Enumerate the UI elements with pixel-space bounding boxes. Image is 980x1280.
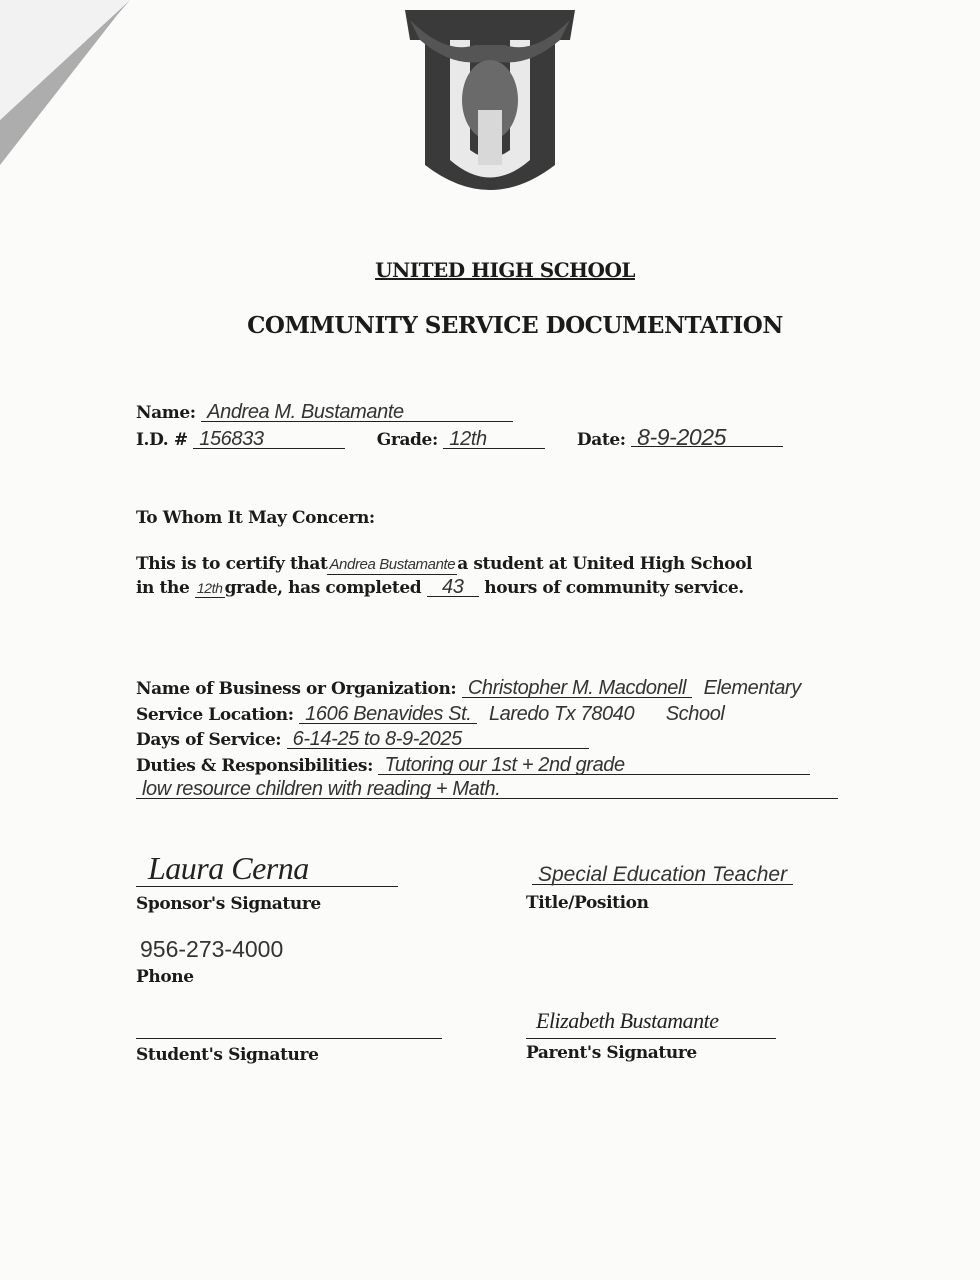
sponsor-signature-label: Sponsor's Signature: [136, 894, 321, 914]
hours-value: 43: [427, 578, 479, 597]
document-title: COMMUNITY SERVICE DOCUMENTATION: [247, 312, 783, 339]
sponsor-signature: Laura Cerna: [148, 850, 309, 886]
duties-label: Duties & Responsibilities:: [136, 756, 373, 776]
days-value: 6-14-25 to 8-9-2025: [287, 730, 589, 749]
id-row: [136, 424, 783, 450]
grade-value: 12th: [443, 430, 545, 449]
org-value-cont: Elementary: [703, 677, 801, 699]
student-signature-label: Student's Signature: [136, 1045, 319, 1065]
school-logo: [395, 0, 585, 205]
certify-text-5: hours of community service.: [484, 578, 744, 598]
sponsor-signature-line: [136, 886, 398, 887]
date-value: 8-9-2025: [631, 428, 783, 447]
parent-signature: Elizabeth Bustamante: [536, 1008, 719, 1033]
parent-signature-line: [526, 1038, 776, 1039]
phone-label: Phone: [136, 967, 194, 987]
title-value: Special Education Teacher: [532, 866, 793, 885]
certify-text-2: a student at United High School: [457, 554, 753, 574]
duties-value-1: Tutoring our 1st + 2nd grade: [378, 756, 810, 775]
location-value: 1606 Benavides St.: [299, 705, 477, 724]
id-label: I.D. #: [136, 430, 188, 450]
id-value: 156833: [193, 430, 345, 449]
location-value-cont: Laredo Tx 78040: [488, 703, 635, 725]
phone-value: 956-273-4000: [140, 936, 284, 962]
org-value: Christopher M. Macdonell: [462, 679, 692, 698]
org-row: [136, 679, 807, 699]
student-signature-line: [136, 1038, 442, 1039]
parent-signature-label: Parent's Signature: [526, 1043, 697, 1063]
duties-row: [136, 756, 810, 776]
name-value: Andrea M. Bustamante: [201, 403, 513, 422]
location-row: [136, 705, 730, 725]
duties-row-2: [136, 780, 838, 800]
certify-text-3: in the: [136, 578, 190, 598]
location-label: Service Location:: [136, 705, 294, 725]
certify-line-1: [136, 554, 752, 575]
certify-line-2: [136, 578, 744, 598]
date-label: Date:: [576, 430, 626, 450]
days-row: [136, 730, 589, 750]
grade-label: Grade:: [376, 430, 438, 450]
name-row: [136, 403, 513, 423]
folded-corner: [0, 0, 140, 170]
school-name: UNITED HIGH SCHOOL: [375, 258, 635, 282]
greeting: To Whom It May Concern:: [136, 508, 375, 528]
name-label: Name:: [136, 403, 196, 423]
certify-student-name: Andrea Bustamante: [329, 556, 456, 573]
org-label: Name of Business or Organization:: [136, 679, 457, 699]
org-value-cont-2: School: [665, 703, 725, 725]
certify-text-4: grade, has completed: [224, 578, 422, 598]
certify-text: This is to certify that: [136, 554, 328, 574]
title-label: Title/Position: [526, 893, 649, 913]
certify-grade: 12th: [196, 580, 223, 596]
days-label: Days of Service:: [136, 730, 282, 750]
duties-value-2: low resource children with reading + Math.: [136, 780, 838, 799]
